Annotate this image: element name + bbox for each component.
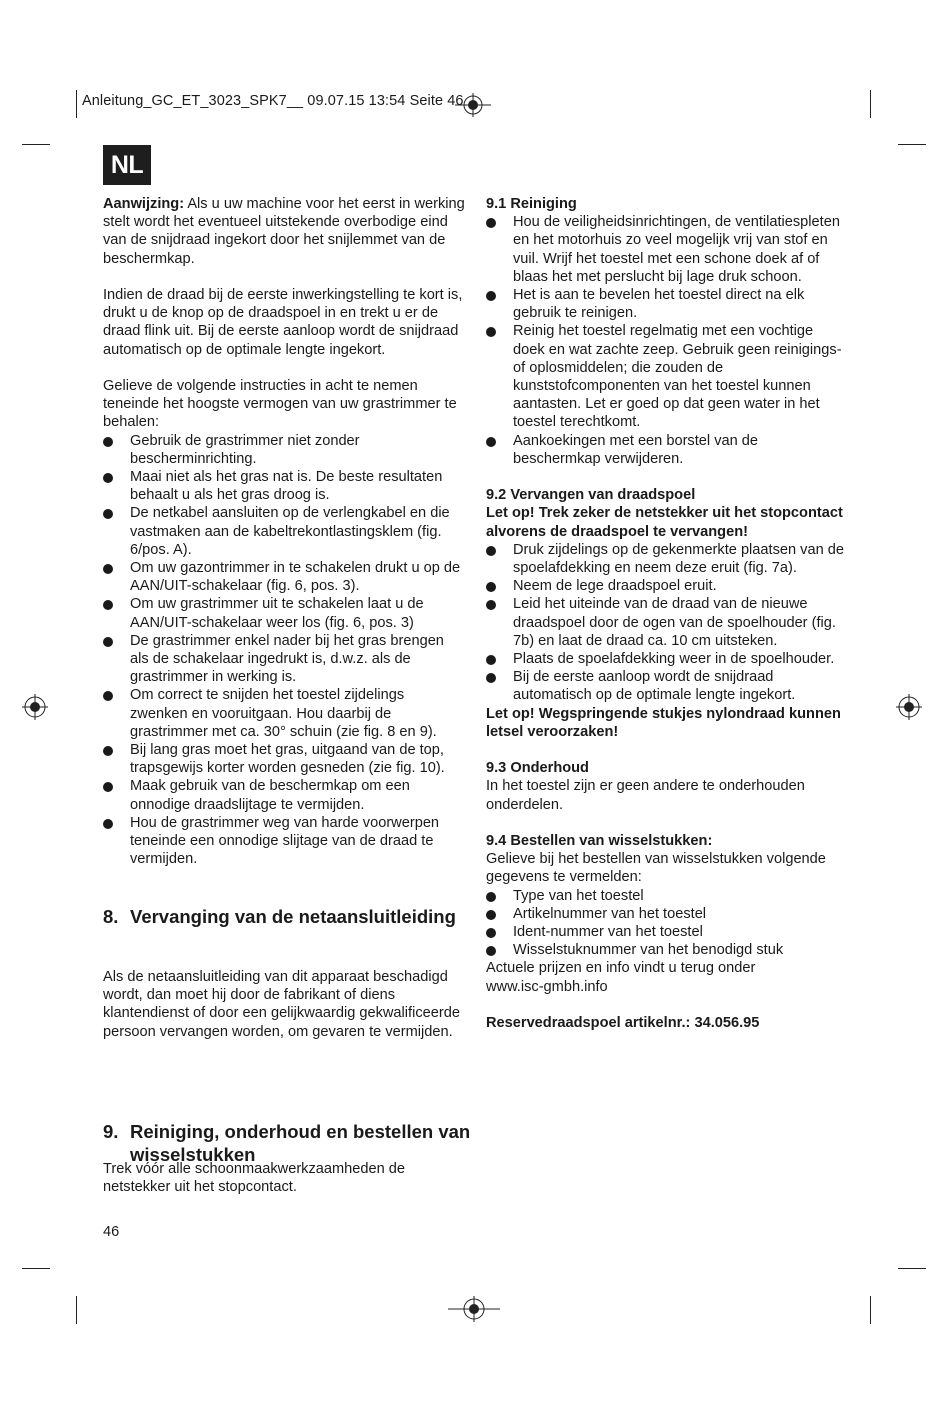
section-title: Reiniging, onderhoud en bestellen van wisselstukken [130, 1121, 471, 1165]
bullet-icon [103, 746, 113, 756]
crop-mark [870, 90, 871, 118]
spare-part-number: Reservedraadspoel artikelnr.: 34.056.95 [486, 1015, 760, 1032]
section-number: 9. [103, 1121, 119, 1142]
warning-text: Let op! Trek zeker de netstekker uit het stopcontact alvorens de draadspoel te vervangen! [486, 505, 843, 540]
paragraph: In het toestel zijn er geen andere te onderhouden onderdelen. [486, 778, 805, 813]
page-number: 46 [103, 1224, 120, 1240]
list-item: Om correct te snijden het toestel zijdelings zwenken en vooruitgaan. Hou daarbij de grastrimmer met ca. 30° schuin (zie fig. 8 en 9). [103, 686, 465, 741]
bullet-icon [486, 291, 496, 301]
bullet-list [103, 432, 465, 869]
paragraph: Actuele prijzen en info vindt u terug onder www.isc-gmbh.info [486, 960, 756, 995]
bullet-icon [103, 691, 113, 701]
bullet-icon [103, 564, 113, 574]
bullet-icon [103, 819, 113, 829]
list-item: Leid het uiteinde van de draad van de nieuwe draadspoel door de ogen van de spoelhouder (fig. 7b) en laat de draad ca. 10 cm uitsteken. [486, 595, 846, 650]
registration-mark-icon [896, 694, 922, 720]
bullet-icon [486, 910, 496, 920]
paragraph: Indien de draad bij de eerste inwerkingstelling te kort is, drukt u de knop op de draadspoel in en trekt u er de draad flink uit. Bij de eerste aanloop wordt de snijdraad automatisch op de optimale lengte ingekort. [103, 287, 463, 358]
bullet-icon [486, 218, 496, 228]
crop-mark [76, 90, 77, 118]
language-badge: NL [103, 145, 151, 185]
note-label: Aanwijzing: [103, 196, 185, 212]
bullet-list [486, 887, 846, 960]
bullet-icon [486, 928, 496, 938]
crop-mark [870, 1296, 871, 1324]
paragraph: Gelieve bij het bestellen van wisselstukken volgende gegevens te vermelden: [486, 851, 826, 886]
list-item: Maai niet als het gras nat is. De beste resultaten behaalt u als het gras droog is. [103, 468, 465, 504]
crop-mark [898, 144, 926, 145]
bullet-icon [486, 327, 496, 337]
bullet-icon [486, 600, 496, 610]
bullet-icon [486, 946, 496, 956]
crop-mark [22, 1268, 50, 1269]
bullet-list [486, 213, 846, 468]
list-item: Hou de veiligheidsinrichtingen, de ventilatiespleten en het motorhuis zo veel mogelijk vrij van stof en vuil. Wrijf het toestel met een schone doek af of blaas het met perslucht bij lage druk schoon. [486, 213, 846, 286]
right-column [486, 195, 846, 1032]
list-item: Aankoekingen met een borstel van de beschermkap verwijderen. [486, 432, 846, 468]
bullet-icon [486, 546, 496, 556]
bullet-icon [486, 892, 496, 902]
list-item: Wisselstuknummer van het benodigd stuk [486, 941, 846, 959]
bullet-list [486, 541, 846, 705]
list-item: De netkabel aansluiten op de verlengkabel en die vastmaken aan de kabeltrekontlastingsklem (fig. 6/pos. A). [103, 504, 465, 559]
crop-mark [76, 1296, 77, 1324]
list-item: Druk zijdelings op de gekenmerkte plaatsen van de spoelafdekking en neem deze eruit (fig. 7a). [486, 541, 846, 577]
bullet-icon [486, 437, 496, 447]
warning-text: Let op! Wegspringende stukjes nylondraad kunnen letsel veroorzaken! [486, 705, 841, 740]
registration-mark-icon [448, 1296, 500, 1322]
list-item: De grastrimmer enkel nader bij het gras brengen als de schakelaar ingedrukt is, d.w.z. als de grastrimmer in werking is. [103, 632, 465, 687]
bullet-icon [486, 673, 496, 683]
list-item: Reinig het toestel regelmatig met een vochtige doek en wat zachte zeep. Gebruik geen reinigings- of oplosmiddelen; die zouden de kunststofcomponenten van het toestel kunnen aantasten. Let er goed op dat geen water in het toestel terechtkomt. [486, 322, 846, 431]
section-title: Vervanging van de netaansluitleiding [130, 906, 456, 927]
bullet-icon [103, 437, 113, 447]
subsection-title: 9.3 Onderhoud [486, 760, 589, 777]
bullet-icon [103, 473, 113, 483]
section-number: 8. [103, 906, 119, 927]
list-item: Type van het toestel [486, 887, 846, 905]
list-item: Artikelnummer van het toestel [486, 905, 846, 923]
list-item: Gebruik de grastrimmer niet zonder bescherminrichting. [103, 432, 465, 468]
print-header: Anleitung_GC_ET_3023_SPK7__ 09.07.15 13:54 Seite 46 [82, 93, 464, 109]
subsection-title: 9.2 Vervangen van draadspoel [486, 487, 696, 504]
list-item: Ident-nummer van het toestel [486, 923, 846, 941]
list-item: Plaats de spoelafdekking weer in de spoelhouder. [486, 650, 846, 668]
section-9-text: Trek vóór alle schoonmaakwerkzaamheden de netstekker uit het stopcontact. [103, 1161, 406, 1196]
bullet-icon [103, 600, 113, 610]
section-8-text: Als de netaansluitleiding van dit apparaat beschadigd wordt, dan moet hij door de fabrikant of diens klantendienst of door een gelijkwaardig gekwalificeerde persoon vervangen worden, om gevaren te vermijden. [103, 969, 460, 1040]
list-item: Om uw gazontrimmer in te schakelen drukt u op de AAN/UIT-schakelaar (fig. 6, pos. 3). [103, 559, 465, 595]
note-text: Als u uw machine voor het eerst in werking stelt wordt het eventueel uitstekende overbodige eind van de snijdraad ingekort door het snijlemmet van de beschermkap. [103, 196, 465, 267]
section-8-heading [103, 905, 470, 928]
bullet-icon [486, 655, 496, 665]
bullet-icon [103, 782, 113, 792]
subsection-title: 9.4 Bestellen van wisselstukken: [486, 833, 713, 850]
crop-mark [898, 1268, 926, 1269]
bullet-icon [103, 509, 113, 519]
left-column [103, 195, 465, 868]
bullet-icon [103, 637, 113, 647]
list-item: Bij lang gras moet het gras, uitgaand van de top, trapsgewijs korter worden gesneden (zie fig. 10). [103, 741, 465, 777]
registration-mark-icon [22, 694, 48, 720]
list-item: Het is aan te bevelen het toestel direct na elk gebruik te reinigen. [486, 286, 846, 322]
paragraph: Gelieve de volgende instructies in acht te nemen teneinde het hoogste vermogen van uw grastrimmer te behalen: [103, 378, 457, 431]
bullet-icon [486, 582, 496, 592]
list-item: Maak gebruik van de beschermkap om een onnodige draadslijtage te vermijden. [103, 777, 465, 813]
subsection-title: 9.1 Reiniging [486, 196, 577, 212]
list-item: Neem de lege draadspoel eruit. [486, 577, 846, 595]
intro-note [103, 195, 465, 268]
list-item: Bij de eerste aanloop wordt de snijdraad automatisch op de optimale lengte ingekort. [486, 668, 846, 704]
list-item: Hou de grastrimmer weg van harde voorwerpen teneinde een onnodige slijtage van de draad te vermijden. [103, 814, 465, 869]
crop-mark [22, 144, 50, 145]
list-item: Om uw grastrimmer uit te schakelen laat u de AAN/UIT-schakelaar weer los (fig. 6, pos. 3) [103, 595, 465, 631]
